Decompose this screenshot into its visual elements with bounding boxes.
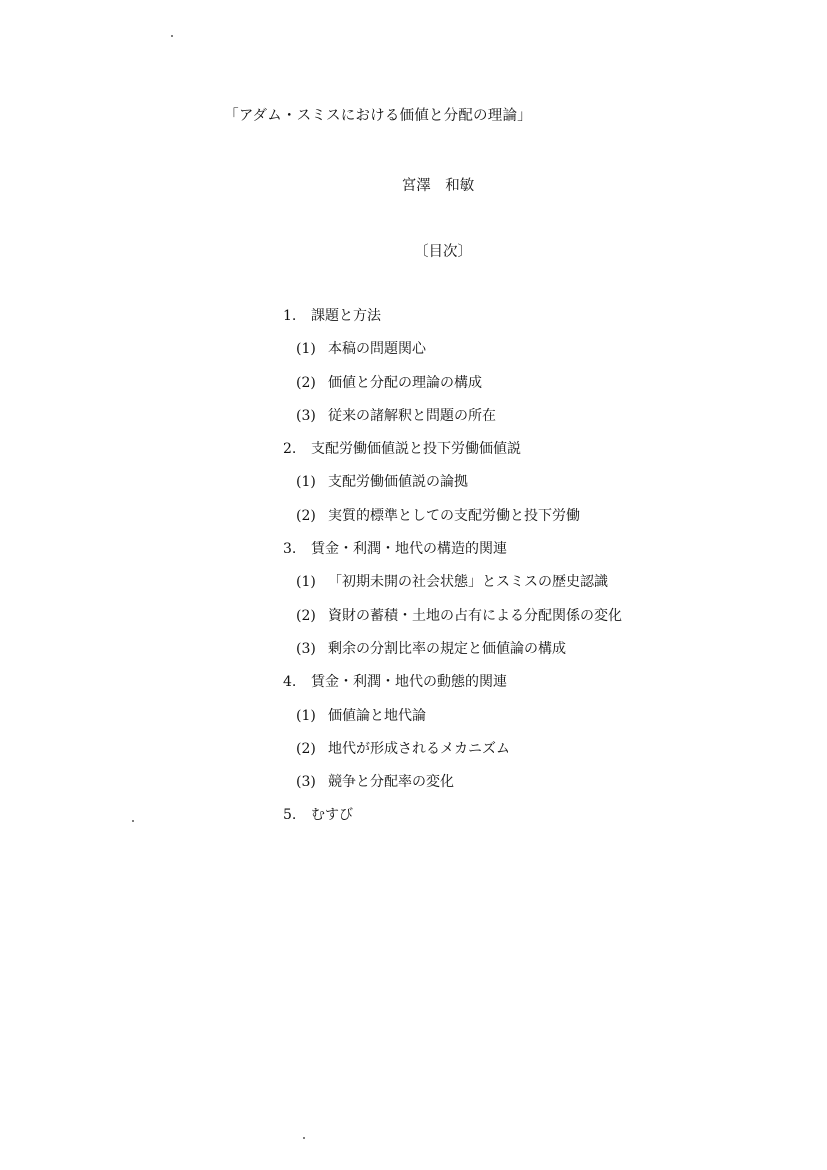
document-title: 「アダム・スミスにおける価値と分配の理論」	[224, 108, 532, 124]
section-number: 1.	[283, 308, 297, 324]
toc-subsection	[283, 572, 723, 605]
section-label: 賃金・利潤・地代の構造的関連	[311, 541, 507, 558]
toc-heading: 〔目次〕	[414, 244, 472, 260]
toc-subsection	[283, 472, 723, 505]
scan-speck	[303, 1137, 305, 1139]
toc-section	[283, 306, 723, 339]
scan-speck	[171, 35, 173, 37]
subsection-number: (2)	[296, 374, 316, 391]
toc-section	[283, 672, 723, 705]
toc-section	[283, 805, 723, 838]
subsection-label: 本稿の問題関心	[328, 341, 426, 358]
subsection-number: (1)	[296, 341, 316, 358]
section-number: 5.	[283, 807, 297, 824]
scan-speck	[132, 820, 134, 822]
section-label: 支配労働価値説と投下労働価値説	[311, 441, 521, 458]
subsection-number: (2)	[296, 740, 316, 757]
section-label: 課題と方法	[311, 308, 381, 324]
toc-subsection	[283, 639, 723, 672]
toc-subsection	[283, 606, 723, 639]
toc-subsection	[283, 739, 723, 772]
subsection-number: (2)	[296, 607, 316, 624]
subsection-label: 剰余の分割比率の規定と価値論の構成	[328, 640, 566, 657]
toc-subsection	[283, 339, 723, 372]
toc-subsection	[283, 506, 723, 539]
subsection-label: 地代が形成されるメカニズム	[328, 740, 510, 757]
toc-subsection	[283, 772, 723, 805]
toc-subsection	[283, 373, 723, 406]
subsection-label: 実質的標準としての支配労働と投下労働	[328, 507, 580, 524]
section-label: 賃金・利潤・地代の動態的関連	[311, 674, 507, 691]
subsection-label: 価値論と地代論	[328, 707, 426, 724]
subsection-label: 支配労働価値説の論拠	[328, 474, 468, 491]
section-number: 2.	[283, 441, 297, 458]
author-name: 宮澤 和敏	[401, 178, 475, 194]
section-number: 3.	[283, 541, 297, 558]
section-label: むすび	[311, 807, 353, 824]
section-number: 4.	[283, 674, 297, 691]
toc-section	[283, 439, 723, 472]
toc-subsection	[283, 406, 723, 439]
subsection-label: 資財の蓄積・土地の占有による分配関係の変化	[328, 607, 622, 624]
subsection-number: (1)	[296, 707, 316, 724]
table-of-contents	[283, 306, 723, 839]
subsection-label: 競争と分配率の変化	[328, 774, 454, 791]
subsection-number: (3)	[296, 407, 316, 424]
subsection-label: 「初期未開の社会状態」とスミスの歴史認識	[328, 574, 608, 591]
subsection-number: (3)	[296, 640, 316, 657]
toc-subsection	[283, 706, 723, 739]
subsection-number: (3)	[296, 774, 316, 791]
subsection-number: (1)	[296, 474, 316, 491]
subsection-number: (1)	[296, 574, 316, 591]
subsection-number: (2)	[296, 507, 316, 524]
subsection-label: 価値と分配の理論の構成	[328, 374, 482, 391]
toc-section	[283, 539, 723, 572]
subsection-label: 従来の諸解釈と問題の所在	[328, 407, 496, 424]
